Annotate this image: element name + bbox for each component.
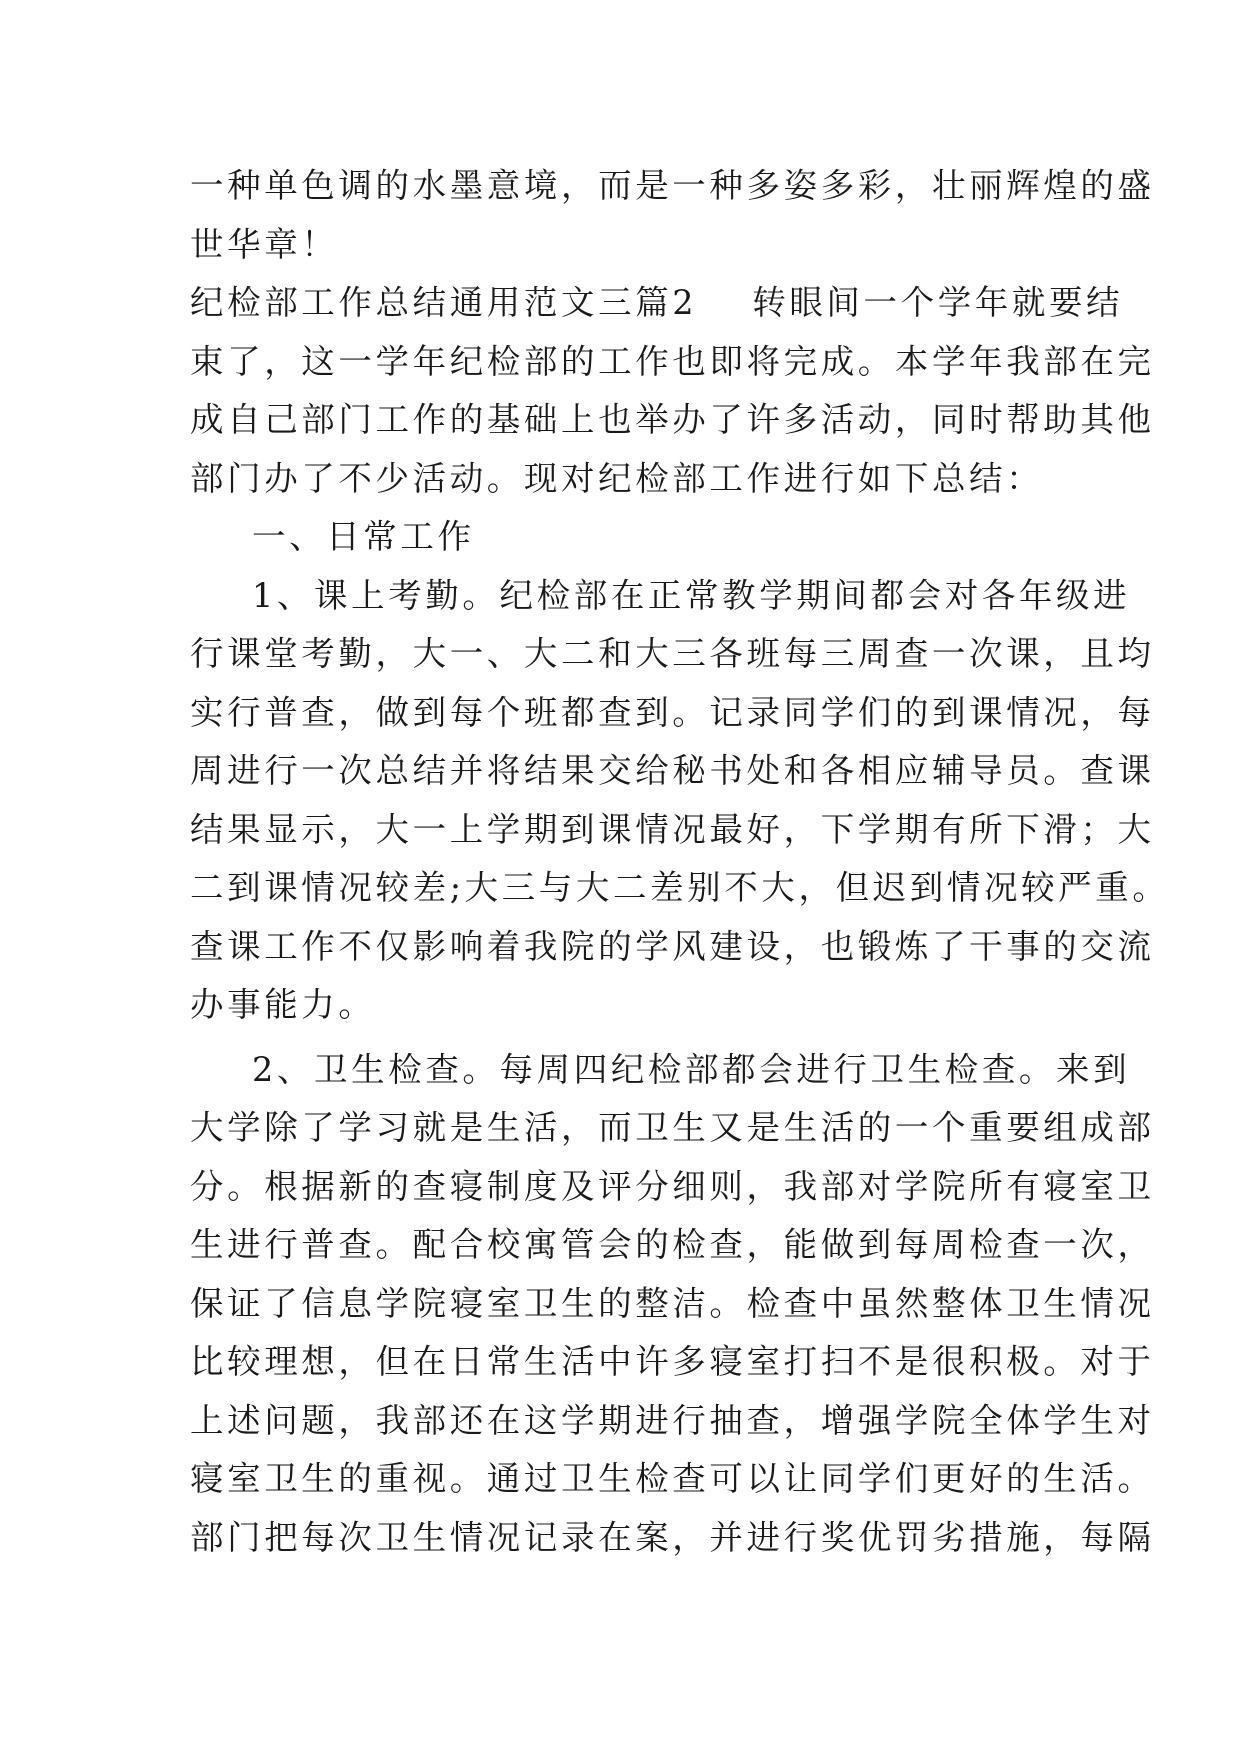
text-line: 保证了信息学院寝室卫生的整洁。检查中虽然整体卫生情况	[190, 1283, 1155, 1323]
text-line: 转眼间一个学年就要结	[752, 283, 1124, 322]
text-line: 成自己部门工作的基础上也举办了许多活动，同时帮助其他	[190, 400, 1155, 439]
text-line: 结果显示，大一上学期到课情况最好，下学期有所下滑；大	[190, 809, 1155, 849]
text-line: 周进行一次总结并将结果交给秘书处和各相应辅导员。查课	[190, 751, 1155, 790]
text-line: 寝室卫生的重视。通过卫生检查可以让同学们更好的生活。	[190, 1459, 1155, 1498]
text-line: 上述问题，我部还在这学期进行抽查，增强学院全体学生对	[190, 1400, 1155, 1440]
text-line: 1、课上考勤。纪检部在正常教学期间都会对各年级进	[252, 575, 1131, 615]
text-line: 比较理想，但在日常生活中许多寝室打扫不是很积极。对于	[190, 1342, 1155, 1381]
text-line: 二到课情况较差;大三与大二差别不大，但迟到情况较严重。	[190, 868, 1170, 907]
section-title: 纪检部工作总结通用范文三篇2	[190, 283, 698, 322]
text-line: 分。根据新的查寝制度及评分细则，我部对学院所有寝室卫	[190, 1166, 1155, 1206]
text-line: 生进行普查。配合校寓管会的检查，能做到每周检查一次，	[190, 1225, 1155, 1264]
text-line: 部门办了不少活动。现对纪检部工作进行如下总结：	[190, 458, 1044, 498]
text-line: 办事能力。	[190, 985, 376, 1024]
text-line: 2、卫生检查。每周四纪检部都会进行卫生检查。来到	[252, 1049, 1131, 1089]
section-title-line	[190, 274, 1124, 333]
text-line: 大学除了学习就是生活，而卫生又是生活的一个重要组成部	[190, 1108, 1155, 1147]
text-line: 部门把每次卫生情况记录在案，并进行奖优罚劣措施，每隔	[190, 1517, 1155, 1557]
text-line: 束了，这一学年纪检部的工作也即将完成。本学年我部在完	[190, 341, 1155, 381]
document-body	[190, 157, 1170, 1567]
text-line: 查课工作不仅影响着我院的学风建设，也锻炼了干事的交流	[190, 926, 1155, 966]
text-line: 世华章！	[190, 224, 339, 264]
text-line: 行课堂考勤，大一、大二和大三各班每三周查一次课，且均	[190, 634, 1155, 673]
subheading-daily-work: 一、日常工作	[252, 517, 475, 556]
text-line: 一种单色调的水墨意境，而是一种多姿多彩，壮丽辉煌的盛	[190, 166, 1155, 205]
text-line: 实行普查，做到每个班都查到。记录同学们的到课情况，每	[190, 692, 1155, 732]
